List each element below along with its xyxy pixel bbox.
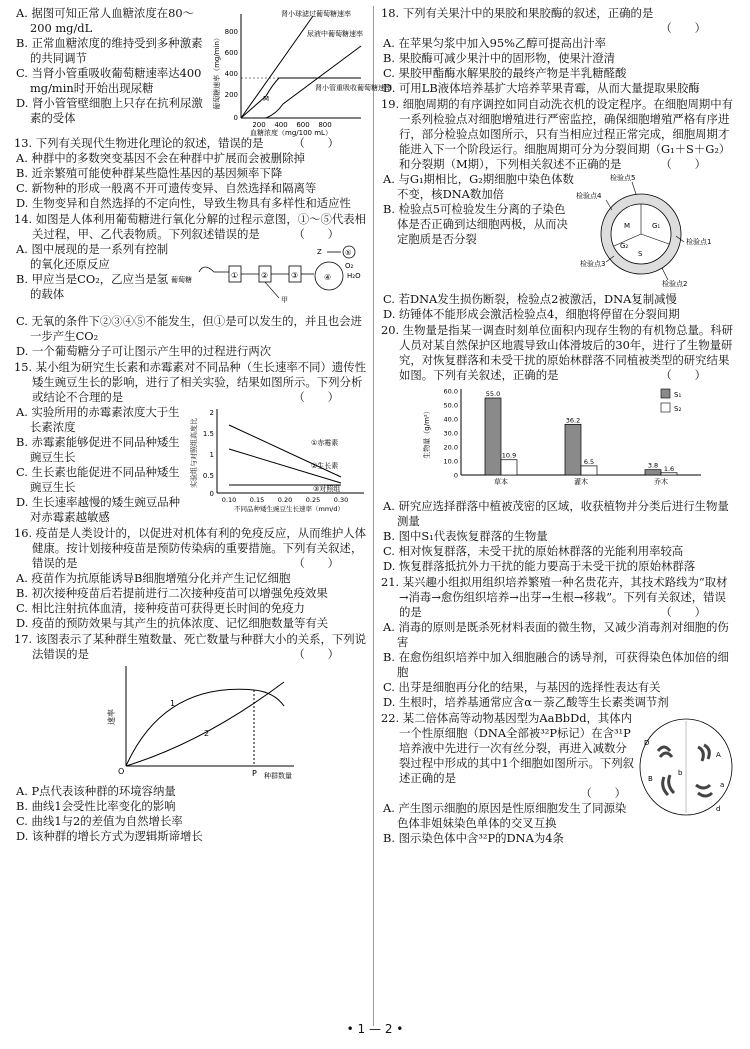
q13-option-c: C. 新物种的形成一般离不开可遗传变异、自然选择和隔离等 bbox=[16, 181, 317, 195]
curve-2 bbox=[126, 682, 284, 766]
question-20 bbox=[381, 323, 736, 574]
answer-blank: （ ） bbox=[660, 368, 706, 382]
fig15-label-gibberellin: ①赤霉素 bbox=[311, 439, 339, 447]
q22-body bbox=[381, 711, 736, 846]
q12-option-b: B. 正常血糖浓度的维持受到多种激素的共同调节 bbox=[16, 36, 203, 65]
fig15-xtick: 0.25 bbox=[305, 496, 321, 504]
q16-stem bbox=[14, 526, 369, 571]
q19-stem-text: 19. 细胞周期的有序调控如同自动洗衣机的设定程序。在细胞周期中有一系列检验点对细胞增殖进行严密监控，确保细胞增殖严格有序进行，部分检验点如图所示，只有当相应过程正常完成，细胞周期才能进入下一个阶段运行。细胞周期可分为分裂间期（G₁＋S＋G₂）和分裂期（M期），下列相关叙述不正确的是 bbox=[381, 97, 734, 171]
q15-stem bbox=[14, 360, 369, 405]
q13-option-d: D. 生物变异和自然选择的不定向性，导致生物具有多样性和适应性 bbox=[16, 196, 351, 210]
bar-value-label: 10.9 bbox=[501, 451, 517, 460]
y-tick-label: 40.0 bbox=[443, 415, 458, 424]
fig14-h2o: H₂O bbox=[347, 272, 361, 280]
q16-option-c: C. 相比注射抗体血清，接种疫苗可获得更长时间的免疫力 bbox=[16, 601, 305, 615]
q19-option-b: B. 检验点5可检验发生分离的子染色体是否正确到达细胞两极，从而决定胞质是否分裂 bbox=[383, 202, 568, 246]
q17-option-b: B. 曲线1会受性比率变化的影响 bbox=[16, 799, 176, 813]
q22-option-a: A. 产生图示细胞的原因是性原细胞发生了同源染色体非姐妹染色单体的交叉互换 bbox=[383, 801, 627, 830]
q13-stem-text: 13. 下列有关现代生物进化理论的叙述，错误的是 bbox=[14, 136, 264, 150]
glucose-rate-figure bbox=[211, 6, 392, 137]
answer-blank: （ ） bbox=[293, 227, 339, 241]
q12-option-c: C. 当肾小管重吸收葡萄糖速率达400 mg/min时开始出现尿糖 bbox=[16, 66, 202, 95]
q19-body bbox=[381, 172, 736, 292]
q18-stem bbox=[381, 6, 736, 21]
q15-option-c: C. 生长素也能促进不同品种矮生豌豆生长 bbox=[16, 465, 180, 494]
q14-stem bbox=[14, 212, 369, 242]
y-tick-label: 20.0 bbox=[443, 443, 458, 452]
fig12-xlabel: 血糖浓度（mg/100 mL） bbox=[250, 129, 332, 137]
q13-option-a: A. 种群中的多数突变基因不会在种群中扩展而会被删除掉 bbox=[16, 151, 305, 165]
bar-s1 bbox=[645, 470, 661, 475]
fig12-xtick: 600 bbox=[296, 121, 310, 129]
fig12-xtick: 800 bbox=[318, 121, 332, 129]
fig14-step4: ④ bbox=[324, 273, 332, 282]
q16-option-d: D. 疫苗的预防效果与其产生的抗体浓度、记忆细胞数量等有关 bbox=[16, 616, 329, 630]
fig19-checkpoint-3: 检验点3 bbox=[580, 260, 606, 268]
page-footer: • 1 — 2 • bbox=[346, 1022, 404, 1036]
q20-stem bbox=[381, 323, 736, 383]
cell-cycle-checkpoint-diagram bbox=[576, 172, 736, 292]
fig19-s-phase: S bbox=[638, 250, 643, 258]
q22-stem bbox=[381, 711, 636, 786]
fig19-checkpoint-5: 检验点5 bbox=[610, 174, 636, 182]
q12-option-a: A. 据图可知正常人血糖浓度在80～200 mg/dL bbox=[16, 6, 195, 35]
q20-stem-text: 20. 生物量是指某一调查时刻单位面积内现存生物的有机物总量。科研人员对某自然保护区地震导致山体滑坡后的30年，进行了生物量研究，对恢复群落和未受干扰的原始林群落不同植被类型的研究结果如图。下列有关叙述，正确的是 bbox=[381, 323, 734, 382]
answer-blank: （ ） bbox=[660, 605, 706, 619]
question-15 bbox=[14, 360, 369, 525]
bar-value-label: 6.5 bbox=[583, 457, 595, 466]
fig12-legend-filtration: 肾小球滤过葡萄糖速率 bbox=[281, 10, 351, 18]
fig12-ytick: 200 bbox=[224, 91, 238, 99]
q19-option-c: C. 若DNA发生损伤断裂，检验点2被激活，DNA复制减慢 bbox=[383, 292, 677, 306]
q15-option-a: A. 实验所用的赤霉素浓度大于生长素浓度 bbox=[16, 405, 180, 434]
fig14-glucose: 葡萄糖 bbox=[171, 276, 192, 284]
answer-blank: （ ） bbox=[293, 136, 339, 150]
bar-s2 bbox=[661, 473, 677, 475]
q17-option-d: D. 该种群的增长方式为逻辑斯谛增长 bbox=[16, 829, 203, 843]
fig19-checkpoint-2: 检验点2 bbox=[662, 280, 688, 288]
fig12-ytick: 800 bbox=[224, 28, 238, 36]
fig15-xtick: 0.10 bbox=[221, 496, 237, 504]
bar-s1 bbox=[485, 398, 501, 475]
q12-option-d: D. 肾小管管壁细胞上只存在抗利尿激素的受体 bbox=[16, 96, 203, 125]
fig12-ylabel: 葡萄糖速率（mg/min） bbox=[213, 34, 221, 110]
q16-stem-text: 16. 疫苗是人类设计的，以促进对机体有利的免疫反应，从而维护人体健康。按计划接种疫苗是预防传染病的重要措施。下列有关叙述，错误的是 bbox=[14, 526, 367, 570]
q14-options-ab bbox=[14, 242, 169, 302]
bar-s2 bbox=[581, 466, 597, 475]
fig15-ytick: 1 bbox=[209, 451, 214, 459]
question-13 bbox=[14, 136, 369, 211]
q19-option-a: A. 与G₁期相比，G₂期细胞中染色体数不变，核DNA数加倍 bbox=[383, 172, 574, 201]
q13-option-b: B. 近亲繁殖可能使种群某些隐性基因的基因频率下降 bbox=[16, 166, 283, 180]
question-19 bbox=[381, 97, 736, 322]
fig22-gene-b: b bbox=[678, 769, 683, 777]
q21-option-a: A. 消毒的原则是既杀死材料表面的微生物，又减少消毒剂对细胞的伤害 bbox=[383, 620, 729, 649]
q20-option-d: D. 恢复群落抵抗外力干扰的能力要高于未受干扰的原始林群落 bbox=[383, 559, 696, 573]
fig12-legend-urine: 尿液中葡萄糖速率 bbox=[307, 30, 363, 38]
fig17-origin: O bbox=[118, 767, 125, 776]
fig12-ytick: 0 bbox=[233, 114, 238, 122]
left-column bbox=[14, 6, 392, 845]
q22-stem-text: 22. 某二倍体高等动物基因型为AaBbDd，其体内一个性原细胞（DNA全部被³²P标记）在含³¹P培养液中先进行一次有丝分裂，再进入减数分裂过程中形成的其中1个细胞如图所示。下列叙述正确的是 bbox=[381, 711, 635, 785]
bar-value-label: 1.6 bbox=[663, 464, 675, 473]
fig14-step1: ① bbox=[231, 271, 239, 280]
fig12-ytick: 400 bbox=[224, 70, 238, 78]
fig12-xtick: 200 bbox=[252, 121, 266, 129]
fig15-xtick: 0.20 bbox=[277, 496, 293, 504]
fig17-ylabel: 速率 bbox=[107, 709, 116, 725]
q15-body bbox=[14, 405, 369, 525]
question-21 bbox=[381, 575, 736, 710]
q20-option-a: A. 研究应选择群落中植被茂密的区域，收获植物并分类后进行生物量测量 bbox=[383, 499, 729, 528]
q14-option-a: A. 图中展现的是一系列有控制的氧化还原反应 bbox=[16, 242, 169, 271]
answer-blank: （ ） bbox=[580, 786, 626, 800]
fig12-ytick: 600 bbox=[224, 49, 238, 57]
fig15-ytick: 0 bbox=[209, 490, 214, 498]
q20-option-b: B. 图中S₁代表恢复群落的生物量 bbox=[383, 529, 548, 543]
q15-stem-text: 15. 某小组为研究生长素和赤霉素对不同品种（生长速率不同）遗传性矮生豌豆生长的影响，进行了相关实验，结果如图所示。下列分析或结论不合理的是 bbox=[14, 360, 367, 404]
question-16 bbox=[14, 526, 369, 631]
y-tick-label: 0 bbox=[453, 471, 458, 480]
y-tick-label: 50.0 bbox=[443, 401, 458, 410]
fig12-point-m: M bbox=[263, 95, 270, 103]
fig15-label-auxin: ②生长素 bbox=[311, 462, 339, 470]
q18-option-d: D. 可用LB液体培养基扩大培养苹果青霉，从而大量提取果胶酶 bbox=[383, 81, 700, 95]
q17-stem-text: 17. 该图表示了某种群生殖数量、死亡数量与种群大小的关系，下列说法错误的是 bbox=[14, 632, 367, 661]
fig17-curve-1-label: 1 bbox=[170, 699, 176, 708]
answer-blank: （ ） bbox=[293, 390, 339, 404]
fig15-label-control: ③对照组 bbox=[313, 485, 341, 493]
q14-stem-text: 14. 如图是人体利用葡萄糖进行氧化分解的过程示意图，①～⑤代表相关过程，甲、乙代表物质。下列叙述错误的是 bbox=[14, 212, 367, 241]
question-18 bbox=[381, 6, 736, 96]
fig14-step2: ② bbox=[261, 271, 269, 280]
q15-options bbox=[14, 405, 189, 525]
answer-blank: （ ） bbox=[293, 556, 339, 570]
q18-stem-text: 18. 下列有关果汁中的果胶和果胶酶的叙述，正确的是 bbox=[381, 6, 654, 20]
q14-option-b: B. 甲应当是CO₂，乙应当是氢的载体 bbox=[16, 272, 169, 301]
right-column bbox=[381, 6, 736, 847]
q20-option-c: C. 相对恢复群落，未受干扰的原始林群落的光能利用率较高 bbox=[383, 544, 684, 558]
fig15-ytick: 2 bbox=[209, 409, 214, 417]
bar-value-label: 3.8 bbox=[647, 461, 659, 470]
fig15-xtick: 0.30 bbox=[333, 496, 349, 504]
fig19-g2-phase: G₂ bbox=[620, 242, 629, 250]
q21-stem-text: 21. 某兴趣小组拟用组织培养繁殖一种名贵花卉，其技术路线为“取材→消毒→愈伤组织培养→出芽→生根→移栽”。下列有关叙述，错误的是 bbox=[381, 575, 728, 619]
q14-option-d: D. 一个葡萄糖分子可让图示产生甲的过程进行两次 bbox=[16, 344, 272, 358]
q17-option-c: C. 曲线1与2的差值为自然增长率 bbox=[16, 814, 183, 828]
category-label: 草本 bbox=[494, 478, 508, 486]
q21-stem bbox=[381, 575, 736, 620]
fig12-xtick: 400 bbox=[274, 121, 288, 129]
q21-option-b: B. 在愈伤组织培养中加入细胞融合的诱导剂，可获得染色体加倍的细胞 bbox=[383, 650, 729, 679]
legend-swatch bbox=[661, 403, 670, 412]
column-divider bbox=[373, 6, 374, 1026]
fig19-m-phase: M bbox=[624, 222, 631, 230]
answer-blank: （ ） bbox=[660, 21, 706, 35]
bar-value-label: 55.0 bbox=[485, 390, 501, 398]
pea-height-ratio-figure bbox=[189, 405, 369, 513]
q12-options bbox=[14, 6, 211, 126]
q18-option-a: A. 在苹果匀浆中加入95%乙醇可提高出汁率 bbox=[383, 36, 607, 50]
fig19-g1-phase: G₁ bbox=[652, 222, 661, 230]
urine-glucose-curve bbox=[266, 46, 361, 118]
biomass-bar-chart bbox=[421, 383, 721, 495]
q14-option-c: C. 无氧的条件下②③④⑤不能发生，但①是可以发生的，并且也会进一步产生CO₂ bbox=[16, 314, 362, 343]
legend-label: S₂ bbox=[674, 405, 682, 413]
q19-options-ab bbox=[381, 172, 576, 247]
fig22-gene-a: a bbox=[720, 781, 725, 789]
fig14-z: Z bbox=[317, 248, 322, 256]
fig22-gene-D: D bbox=[644, 739, 650, 747]
fig22-gene-B: B bbox=[648, 775, 653, 783]
fig12-legend-reabsorption: 肾小管重吸收葡萄糖速率 bbox=[315, 84, 392, 92]
q16-option-b: B. 初次接种疫苗后若提前进行二次接种疫苗可以增强免疫效果 bbox=[16, 586, 328, 600]
fig14-o2: O₂ bbox=[345, 262, 354, 270]
answer-blank: （ ） bbox=[293, 647, 339, 661]
fig14-step5: ⑤ bbox=[345, 249, 352, 257]
filtration-line bbox=[241, 16, 313, 118]
q18-option-b: B. 果胶酶可减少果汁中的固形物，使果汁澄清 bbox=[383, 51, 616, 65]
answer-blank: （ ） bbox=[660, 157, 706, 171]
glucose-oxidation-diagram bbox=[169, 242, 369, 314]
y-tick-label: 60.0 bbox=[443, 387, 458, 396]
fig22-gene-d: d bbox=[716, 805, 721, 813]
category-label: 乔木 bbox=[654, 478, 668, 486]
q19-stem bbox=[381, 97, 736, 172]
q13-stem bbox=[14, 136, 369, 151]
bar-s2 bbox=[501, 460, 517, 475]
fig19-checkpoint-1: 检验点1 bbox=[686, 238, 712, 246]
legend-swatch bbox=[661, 389, 670, 398]
fig15-xlabel: 不同品种矮生豌豆生长速率（mm/d） bbox=[234, 505, 344, 513]
fig15-xtick: 0.15 bbox=[249, 496, 265, 504]
q17-stem bbox=[14, 632, 369, 662]
q19-option-d: D. 纺锤体不能形成会激活检验点4，细胞将停留在分裂间期 bbox=[383, 307, 680, 321]
category-label: 灌木 bbox=[574, 478, 588, 486]
q15-option-d: D. 生长速率越慢的矮生豌豆品种对赤霉素越敏感 bbox=[16, 495, 181, 524]
y-tick-label: 30.0 bbox=[443, 429, 458, 438]
fig19-checkpoint-4: 检验点4 bbox=[576, 192, 602, 200]
fig14-jia: 甲 bbox=[281, 296, 288, 304]
y-axis-label: 生物量（g/m²） bbox=[423, 407, 431, 459]
fig15-ytick: 0.5 bbox=[202, 472, 214, 480]
meiosis-cell-diagram bbox=[636, 711, 736, 821]
question-17 bbox=[14, 632, 369, 844]
q14-body bbox=[14, 242, 369, 314]
q21-option-d: D. 生根时，培养基通常应含α－萘乙酸等生长素类调节剂 bbox=[383, 695, 669, 709]
q12-block bbox=[14, 6, 392, 137]
y-tick-label: 10.0 bbox=[443, 457, 458, 466]
fig17-point-p: P bbox=[252, 769, 257, 778]
q21-option-c: C. 出芽是细胞再分化的结果，与基因的选择性表达有关 bbox=[383, 680, 661, 694]
bar-value-label: 36.2 bbox=[565, 416, 581, 425]
fig15-ylabel: 实验组与对照组高度比 bbox=[190, 418, 198, 488]
population-rate-figure bbox=[74, 662, 314, 780]
q22-option-b: B. 图示染色体中含³²P的DNA为4条 bbox=[383, 831, 564, 845]
q16-option-a: A. 疫苗作为抗原能诱导B细胞增殖分化并产生记忆细胞 bbox=[16, 571, 291, 585]
fig22-gene-A: A bbox=[716, 751, 721, 759]
bar-s1 bbox=[565, 424, 581, 475]
legend-label: S₁ bbox=[674, 391, 682, 399]
fig14-step3: ③ bbox=[291, 271, 299, 280]
question-22 bbox=[381, 711, 736, 846]
question-14 bbox=[14, 212, 369, 359]
q22-text bbox=[381, 711, 636, 846]
fig17-curve-2-label: 2 bbox=[204, 729, 210, 738]
curve-1 bbox=[126, 689, 284, 766]
q17-option-a: A. P点代表该种群的环境容纳量 bbox=[16, 784, 176, 798]
fig17-xlabel: 种群数量 bbox=[264, 772, 292, 780]
fig15-ytick: 1.5 bbox=[202, 430, 214, 438]
q15-option-b: B. 赤霉素能够促进不同品种矮生豌豆生长 bbox=[16, 435, 180, 464]
q18-option-c: C. 果胶甲酯酶水解果胶的最终产物是半乳糖醛酸 bbox=[383, 66, 627, 80]
